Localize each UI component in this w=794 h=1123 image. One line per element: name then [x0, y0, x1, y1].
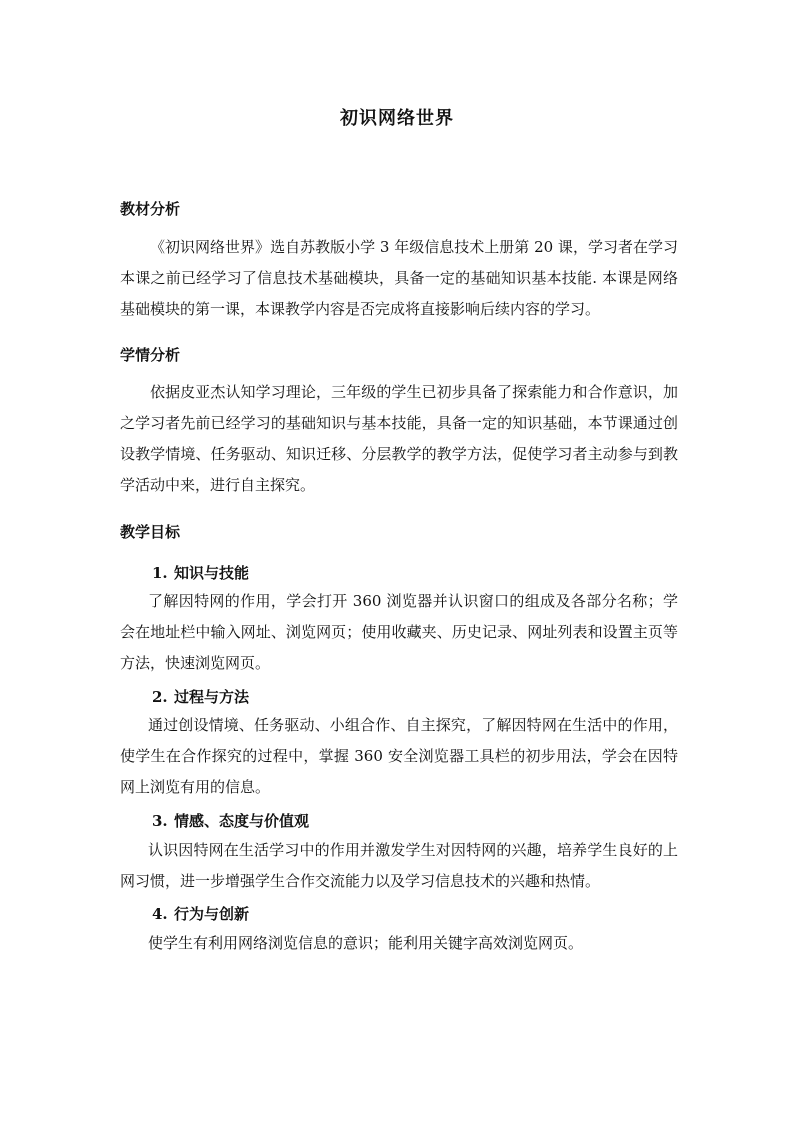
goal-text-process-methods: 通过创设情境、任务驱动、小组合作、自主探究，了解因特网在生活中的作用，使学生在合作探究的过程中，掌握 360 安全浏览器工具栏的初步用法，学会在因特网上浏览有用的信息。 [120, 716, 678, 796]
goal-heading-knowledge-skills [152, 562, 249, 583]
goal-title: 知识与技能 [174, 564, 250, 582]
goal-text-behavior-innovation: 使学生有利用网络浏览信息的意识；能利用关键字高效浏览网页。 [148, 934, 584, 952]
heading-teaching-goals: 教学目标 [120, 523, 181, 541]
goal-number: 3. [152, 812, 168, 830]
page-title: 初识网络世界 [340, 108, 454, 129]
paragraph-materials-analysis: 《初识网络世界》选自苏教版小学 3 年级信息技术上册第 20 课，学习者在学习本课之前已经学习了信息技术基础模块，具备一定的基础知识基本技能. 本课是网络基础模块的第一课，本课教学内容是否完成将直接影响后续内容的学习。 [120, 238, 678, 318]
goal-heading-behavior-innovation [152, 903, 249, 924]
goal-title: 行为与创新 [174, 905, 250, 923]
goal-heading-emotion-values [152, 810, 309, 831]
goal-text-knowledge-skills: 了解因特网的作用，学会打开 360 浏览器并认识窗口的组成及各部分名称；学会在地址栏中输入网址、浏览网页；使用收藏夹、历史记录、网址列表和设置主页等方法，快速浏览网页。 [120, 592, 678, 672]
paragraph-learner-analysis: 依据皮亚杰认知学习理论，三年级的学生已初步具备了探索能力和合作意识，加之学习者先前已经学习的基础知识与基本技能，具备一定的知识基础，本节课通过创设教学情境、任务驱动、知识迁移、分层教学的教学方法，促使学习者主动参与到教学活动中来，进行自主探究。 [120, 383, 678, 494]
goal-number: 4. [152, 905, 168, 923]
goal-title: 情感、态度与价值观 [174, 812, 310, 830]
goal-number: 2. [152, 688, 168, 706]
heading-materials-analysis: 教材分析 [120, 200, 181, 218]
heading-learner-analysis: 学情分析 [120, 346, 181, 364]
goal-heading-process-methods [152, 686, 249, 707]
goal-text-emotion-values: 认识因特网在生活学习中的作用并激发学生对因特网的兴趣，培养学生良好的上网习惯，进一步增强学生合作交流能力以及学习信息技术的兴趣和热情。 [120, 841, 678, 890]
goal-title: 过程与方法 [174, 688, 250, 706]
goal-number: 1. [152, 564, 168, 582]
